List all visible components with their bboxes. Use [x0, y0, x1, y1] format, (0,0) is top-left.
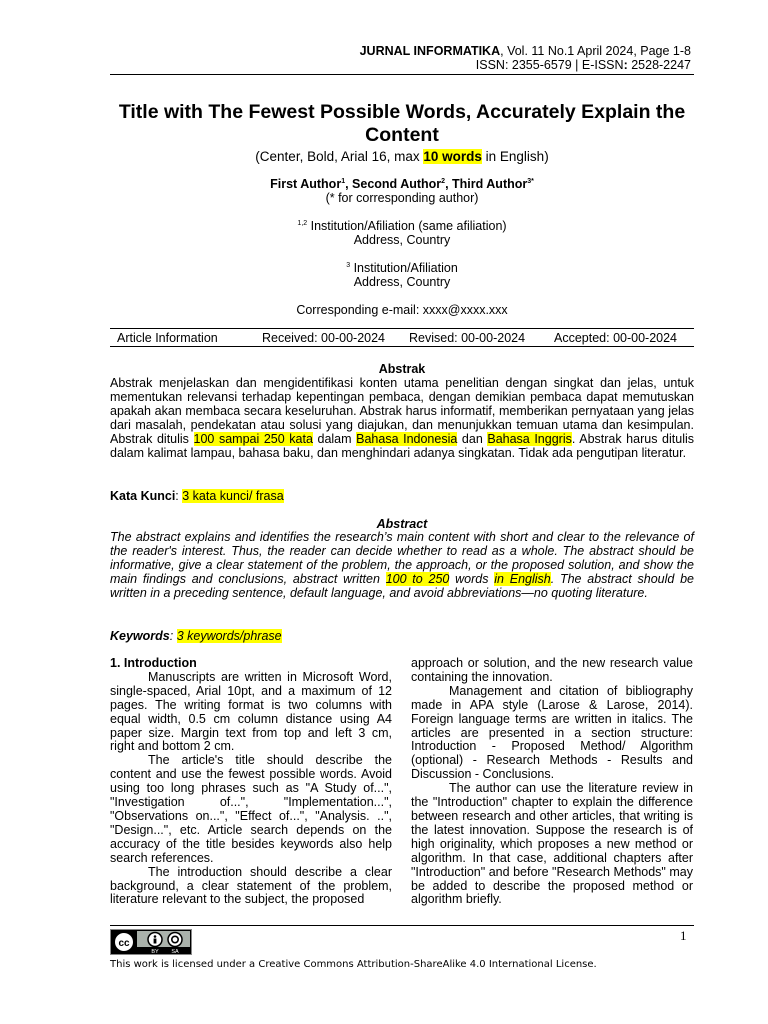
title-note: [110, 148, 694, 165]
cc-sa-label: SA: [171, 949, 179, 954]
introduction-heading: 1. Introduction: [110, 656, 197, 670]
abstrak-text: Abstrak menjelaskan dan mengidentifikasi konten utama penelitian dengan singkat dan jelas, untuk mementukan relevansi terhadap kepentingan pembaca, dengan demikian pembaca dapat memutuskan apakah akan membaca secara keseluruhan. Abstrak harus informatif, memberikan pernyataan yang jelas dari masalah, pendekatan atau solusi yang diajukan, dan menunjukkan temuan utama dan kesimpulan. Abstrak ditulis: [110, 376, 694, 446]
kata-kunci-colon: :: [175, 489, 183, 503]
abstrak-highlight-length: 100 sampai 250 kata: [193, 431, 313, 446]
affiliation-2-sup: 3: [346, 262, 351, 269]
affiliation-2: [110, 261, 694, 275]
keywords-label: Keywords: [110, 629, 170, 643]
header-divider: [110, 74, 694, 75]
abstract-text: words: [449, 571, 495, 586]
paragraph: The introduction should describe a clear background, a clear statement of the problem, literature relevant to the subject, the proposed: [110, 864, 392, 907]
author-line: [110, 177, 694, 191]
received-date: Received: 00-00-2024: [262, 331, 385, 345]
abstrak-highlight-language-en: Bahasa Inggris: [487, 431, 572, 446]
title-block: [110, 101, 694, 165]
abstrak-text: . Abstrak harus ditulis dalam kalimat lampau, bahasa baku, dan menghindari adanya singkatan. Tidak ada pengutipan literatur.: [110, 431, 694, 460]
affiliation-2-name: Institution/Afiliation: [350, 261, 458, 275]
cc-by-sa-icon: [111, 930, 191, 954]
license-text[interactable]: This work is licensed under a Creative Commons Attribution-ShareAlike 4.0 International License.: [110, 959, 597, 970]
abstract-body: [110, 531, 694, 601]
author-second: , Second Author: [345, 177, 442, 191]
cc-license-badge[interactable]: [110, 929, 192, 955]
abstrak-body: [110, 377, 694, 460]
eissn-number: 2528-2247: [627, 58, 691, 72]
title-note-highlight: 10 words: [423, 149, 482, 164]
journal-citation: [360, 44, 691, 58]
title-note-text: (Center, Bold, Arial 16, max: [255, 149, 424, 164]
right-column: [411, 657, 693, 907]
abstrak-highlight-language-id: Bahasa Indonesia: [356, 431, 458, 446]
paragraph: The author can use the literature review in the "Introduction" chapter to explain the difference between research and other articles, that writing is the latest innovation. Suppose the research is of high originality, which proposes a new method or algorithm. In that case, additional chapters after "Introduction" and before "Research Methods" may be added to describe the proposed method or algorithm briefly.: [411, 781, 693, 907]
paragraph: approach or solution, and the new research value containing the innovation.: [411, 656, 693, 684]
cc-by-label: BY: [151, 949, 159, 954]
keywords-value: 3 keywords/phrase: [176, 629, 282, 643]
paragraph: Management and citation of bibliography made in APA style (Larose & Larose, 2014). Foreign language terms are written in italics. The articles are presented in a section structure: Introduction - Proposed Method/ Algorithm (optional) - Research Methods - Results and Discussion - Conclusions.: [411, 683, 693, 782]
keywords-colon: :: [169, 629, 177, 643]
abstract-text: The abstract explains and identifies the research’s main content with short and clear to the relevance of the reader's interest. Thus, the reader can decide whether to read as a whole. The abstract should be informative, give a clear statement of the problem, the approach, or the proposed solution, and show the main findings and conclusions, abstract written: [110, 530, 694, 586]
revised-date: Revised: 00-00-2024: [409, 331, 526, 345]
abstract-text: . The abstract should be written in a preceding sentence, default language, and avoid abbreviations—no quoting literature.: [110, 571, 694, 600]
paragraph: The article's title should describe the content and use the fewest possible words. Avoid using too long phrases such as "A Study of...", "Investigation of...", "Implementation...", "Observations on...", "Effect of...", "Analysis. ..", "Design...", etc. Article search depends on the accuracy of the title besides keywords also help search references.: [110, 753, 392, 865]
journal-name: JURNAL INFORMATIKA: [359, 44, 501, 58]
abstract-heading: Abstract: [376, 517, 428, 531]
abstract-highlight-language: in English: [494, 571, 551, 586]
kata-kunci-label: Kata Kunci: [110, 489, 176, 503]
issn-text: ISSN: 2355-6579 | E-ISSN: [475, 58, 624, 72]
abstrak-heading: Abstrak: [378, 362, 426, 376]
issn-colon: :: [623, 58, 628, 72]
abstract-highlight-length: 100 to 250: [385, 571, 450, 586]
accepted-date: Accepted: 00-00-2024: [554, 331, 678, 345]
author-third: , Third Author: [445, 177, 528, 191]
author-first-sup: 1: [341, 178, 346, 185]
journal-volume: , Vol. 11 No.1 April 2024, Page 1-8: [500, 44, 691, 58]
svg-text:cc: cc: [118, 938, 130, 949]
author-third-sup: 3*: [527, 178, 534, 185]
page-number: 1: [680, 928, 687, 943]
paragraph: Manuscripts are written in Microsoft Word, single-spaced, Arial 10pt, and a maximum of 12 pages. The writing format is two columns with equal width, 0.5 cm column distance using A4 paper size. Margin text from top and left 3 cm, right and bottom 2 cm.: [110, 669, 392, 754]
kata-kunci-value: 3 kata kunci/ frasa: [182, 489, 284, 503]
article-info-table: [110, 328, 694, 347]
author-second-sup: 2: [441, 178, 446, 185]
title-note-text-end: in English): [481, 149, 549, 164]
keywords: [110, 629, 282, 643]
author-first: First Author: [270, 177, 342, 191]
corresponding-email: Corresponding e-mail: xxxx@xxxx.xxx: [296, 303, 508, 317]
article-info-label: Article Information: [117, 331, 218, 345]
kata-kunci: [110, 489, 284, 503]
journal-header: [360, 44, 691, 72]
affiliation-1: [110, 219, 694, 233]
affiliation-1-sup: 1,2: [297, 220, 308, 227]
corresponding-note: (* for corresponding author): [325, 191, 479, 205]
journal-issn: [360, 58, 691, 72]
affiliation-1-address: Address, Country: [353, 233, 451, 247]
abstrak-text: dalam: [312, 431, 357, 446]
affiliation-1-name: Institution/Afiliation (same afiliation): [307, 219, 507, 233]
left-column: [110, 657, 392, 907]
footer-divider: [110, 925, 694, 926]
paper-title: Title with The Fewest Possible Words, Accurately Explain the Content: [118, 101, 686, 146]
affiliation-2-address: Address, Country: [353, 275, 451, 289]
abstrak-text: dan: [457, 431, 488, 446]
